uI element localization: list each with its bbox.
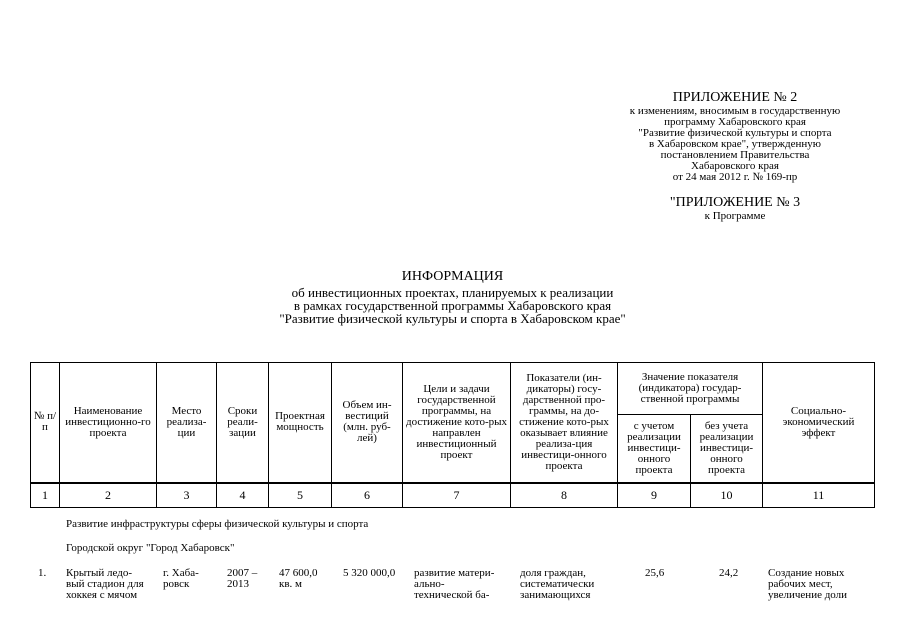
document-subtitle-line: "Развитие физической культуры и спорта в Хабаровском крае" [279,311,626,326]
row-name-line: Крытый ледо- [66,567,133,579]
section-infrastructure: Развитие инфраструктуры сферы физической культуры и спорта [66,518,369,530]
row-indicators-line: доля граждан, [520,567,586,579]
row-effect [768,568,847,601]
row-name-line: вый стадион для [66,578,144,590]
column-number: 6 [332,483,403,508]
row-place-line: г. Хаба- [163,567,199,579]
row-capacity [279,568,318,590]
row-capacity-line: 47 600,0 [279,567,318,579]
annex-2-line: к изменениям, вносимым в государственную [629,105,841,117]
row-period-line: 2007 – [227,567,258,579]
annex-2-title: ПРИЛОЖЕНИЕ № 2 [672,90,798,105]
column-number: 3 [157,483,217,508]
row-effect-line: рабочих мест, [768,578,833,590]
row-indicators [520,568,594,601]
column-number: 9 [618,483,691,508]
annex-2-block [560,90,905,183]
annex-3-subtitle: к Программе [704,210,766,222]
header-with-project: с учетом реализации инвестици-онного проекта [618,415,691,483]
document-subtitle-line: в рамках государственной программы Хабаровского края [293,298,612,313]
row-volume: 5 320 000,0 [343,567,396,579]
header-goals: Цели и задачи государственной программы, на достижение кото-рых направлен инвестиционный проект [403,363,511,483]
header-indicators: Показатели (ин-дикаторы) госу-дарственной про-граммы, на до-стижение кото-рых оказывает влияние реализа-ция инвестици-онного проекта [511,363,618,483]
row-without-project: 24,2 [719,567,739,579]
row-effect-line: Создание новых [768,567,845,579]
header-num: № п/п [31,363,60,483]
row-name [66,568,144,601]
header-period: Сроки реали-зации [217,363,269,483]
header-row [31,363,875,415]
header-without-project: без учета реализации инвестици-онного проекта [691,415,763,483]
row-capacity-line: кв. м [279,578,302,590]
annex-2-line: от 24 мая 2012 г. № 169-пр [672,171,798,183]
row-place [163,568,199,590]
header-value-group: Значение показателя (индикатора) государ-ственной программы [618,363,763,415]
row-place-line: ровск [163,578,190,590]
row-goals-line: ально- [414,578,445,590]
annex-3-block [560,195,905,222]
row-with-project: 25,6 [645,567,665,579]
row-effect-line: увеличение доли [768,589,848,601]
column-number: 7 [403,483,511,508]
row-indicators-line: систематически [520,578,595,590]
header-place: Место реализа-ции [157,363,217,483]
header-name: Наименование инвестиционно-го проекта [60,363,157,483]
column-number: 8 [511,483,618,508]
annex-2-line: постановлением Правительства [660,149,810,161]
column-number: 4 [217,483,269,508]
annex-2-line: Хабаровского края [691,160,779,172]
row-name-line: хоккея с мячом [66,589,138,601]
header-capacity: Проектная мощность [269,363,332,483]
annex-3-title: "ПРИЛОЖЕНИЕ № 3 [669,195,801,210]
header-volume: Объем ин-вестиций (млн. руб-лей) [332,363,403,483]
column-number: 2 [60,483,157,508]
column-number: 11 [763,483,875,508]
column-number: 1 [31,483,60,508]
column-number: 5 [269,483,332,508]
row-goals-line: развитие матери- [414,567,495,579]
row-period-line: 2013 [227,578,249,590]
annex-2-line: программу Хабаровского края [664,116,806,128]
column-number-row [31,483,875,508]
annex-2-line: "Развитие физической культуры и спорта [638,127,832,139]
investment-projects-table [30,362,875,508]
section-district: Городской округ "Город Хабаровск" [66,542,235,554]
row-num: 1. [38,567,47,579]
row-period [227,568,257,590]
annex-2-line: в Хабаровском крае", утвержденную [648,138,822,150]
column-number: 10 [691,483,763,508]
row-goals-line: технической ба- [414,589,490,601]
row-indicators-line: занимающихся [520,589,591,601]
document-subtitle-line: об инвестиционных проектах, планируемых к реализации [291,285,614,300]
document-title-block [0,268,905,325]
row-goals [414,568,494,601]
document-title: ИНФОРМАЦИЯ [401,269,504,284]
header-effect: Социально-экономический эффект [763,363,875,483]
